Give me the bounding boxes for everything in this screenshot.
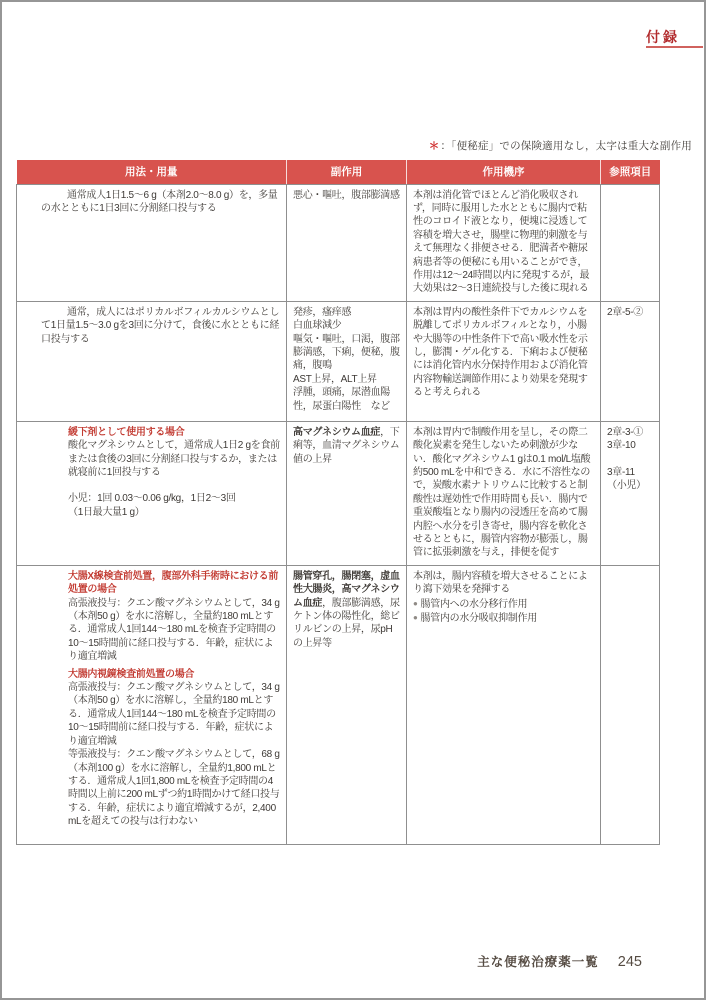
- side-effects-text: [293, 426, 400, 466]
- footnote-text: ：「便秘症」での保険適用なし，太字は重大な副作用: [440, 140, 692, 152]
- mechanism-bullet-line: [413, 597, 594, 611]
- bullet-icon: ●: [413, 598, 418, 608]
- appendix-tab-underline: [646, 46, 703, 48]
- usage-text: 小児：1回 0.03～0.06 g/kg，1日2～3回: [68, 493, 236, 505]
- side-effects-cell: [287, 421, 407, 565]
- page-footer: [477, 952, 642, 970]
- serious-side-effect: 腸管穿孔，腸閉塞，虚血性大腸炎，高マグネシウム血症: [293, 570, 400, 609]
- usage-text: 酸化マグネシウムとして，通常成人1日2 gを食前または食後の3回に分割経口投与するか，または就寝前に1回投与する: [68, 440, 280, 478]
- side-effects-line: AST上昇，ALT上昇: [293, 373, 377, 385]
- mechanism-text: 本剤は胃内で制酸作用を呈し，その際二酸化炭素を発生しないため刺激が少ない．酸化マグネシウム1 gは0.1 mol/L塩酸約500 mLを中和できる．水に不溶性なので，炭酸水素ナトリウムに比較すると制酸性は遅効性で作用時間も長い．腸内で重炭酸塩となり腸内の浸透圧を高めて腸内腔へ水分を引き寄せ，腸内容を軟化させるとともに，腸管内容物が膨張し，腸管に拡張刺激を与え，排便を促す: [413, 426, 591, 559]
- usage-text: 通常成人1日1.5～6 g（本剤2.0～8.0 g）を，多量の水とともに1日3回に分割経口投与する: [41, 189, 278, 214]
- table-row: [17, 565, 660, 844]
- page-number: 245: [617, 954, 642, 970]
- side-effects-cell: [287, 565, 407, 844]
- side-effects-cell: [287, 184, 407, 301]
- mechanism-text: 本剤は消化管でほとんど消化吸収されず，同時に服用した水とともに腸内で粘性のコロイド液となり，便塊に浸透して容積を増大させ，腸壁に物理的刺激を与えて無理なく排便させる．肥満者や糖尿病患者等の便秘にも用いることができ，作用は12～24時間以内に発現するが，最大効果は2～3日連続投与した後に現れる: [413, 189, 590, 295]
- usage-cell: [17, 301, 287, 421]
- appendix-tab-label: 付録: [646, 29, 680, 45]
- table-header-row: [17, 160, 660, 184]
- table-footnote: [429, 138, 692, 153]
- usage-cell: [17, 184, 287, 301]
- bullet-icon: ●: [413, 613, 418, 623]
- side-effects-line: 白血球減少: [293, 320, 342, 332]
- mechanism-cell: [407, 421, 601, 565]
- reference-cell: [601, 421, 660, 565]
- footer-section-title: 主な便秘治療薬一覧: [477, 955, 599, 969]
- side-effects-text: 悪心・嘔吐，腹部膨満感: [293, 189, 400, 201]
- side-effects-cell: [287, 301, 407, 421]
- reference-text: 3章-11: [607, 466, 635, 478]
- usage-text: 通常，成人にはポリカルボフィルカルシウムとして1日量1.5～3.0 gを3回に分けて，食後に水とともに経口投与する: [41, 306, 280, 345]
- mechanism-bullet-text: 腸管内の水分吸収抑制作用: [420, 613, 537, 625]
- usage-cell: [17, 565, 287, 844]
- col-header-reference: 参照項目: [601, 160, 660, 184]
- asterisk-icon: ＊: [428, 140, 440, 152]
- side-effects-text: [293, 570, 400, 650]
- table-row: [17, 301, 660, 421]
- usage-case-heading: 大腸X線検査前処置，腹部外科手術時における前処置の場合: [68, 570, 279, 596]
- mechanism-cell: [407, 565, 601, 844]
- usage-text: （1日最大量1 g）: [68, 506, 145, 518]
- serious-side-effect: 高マグネシウム血症: [293, 426, 381, 438]
- mechanism-cell: [407, 184, 601, 301]
- reference-text: 3章-10: [607, 440, 636, 452]
- mechanism-bullet-text: 腸管内への水分移行作用: [420, 598, 528, 610]
- usage-case-heading: 大腸内視鏡検査前処置の場合: [68, 668, 195, 680]
- reference-cell: [601, 184, 660, 301]
- drug-table: [16, 160, 660, 845]
- table-row: [17, 184, 660, 301]
- mechanism-cell: [407, 301, 601, 421]
- reference-text: （小児）: [607, 479, 646, 491]
- mechanism-text: 本剤は，腸内容積を増大させることにより瀉下効果を発揮する: [413, 570, 588, 596]
- mechanism-text: 本剤は胃内の酸性条件下でカルシウムを脱離してポリカルボフィルとなり，小腸や大腸等の中性条件下で高い吸水性を示し，膨潤・ゲル化する．下痢および便秘には消化管内水分保持作用および消化管内容物輸送調節作用により効果を発現すると考えられる: [413, 306, 588, 399]
- reference-cell: [601, 301, 660, 421]
- usage-case-heading: 緩下剤として使用する場合: [68, 426, 185, 438]
- usage-text: 等張液投与：クエン酸マグネシウムとして，68 g（本剤100 g）を水に溶解し，全量約1,800 mLとする．通常成人1回1,800 mLを検査予定時間の4時間以上前に200 mLずつ約1時間かけて経口投与する．年齢，症状により適宜増減するが，2,400 mLを超えての投与は行わない: [68, 749, 280, 828]
- side-effects-rest: ，下痢等，血清マグネシウム値の上昇: [293, 426, 400, 465]
- mechanism-bullet-line: [413, 611, 594, 625]
- reference-cell: [601, 565, 660, 844]
- reference-text: 2章-5-②: [607, 306, 643, 318]
- usage-cell: [17, 421, 287, 565]
- side-effects-line: 嘔気・嘔吐，口渇，腹部膨満感，下痢，便秘，腹痛，腹鳴: [293, 333, 400, 372]
- table-row: [17, 421, 660, 565]
- side-effects-line: 発疹，瘙痒感: [293, 306, 352, 318]
- reference-text: 2章-3-①: [607, 426, 643, 438]
- side-effects-line: 浮腫，頭痛，尿潜血陽性，尿蛋白陽性 など: [293, 387, 390, 412]
- usage-text: 高張液投与：クエン酸マグネシウムとして，34 g（本剤50 g）を水に溶解し，全量約180 mLとする．通常成人1回144～180 mLを検査予定時間の10～15時間前に経口投与する．年齢，症状により適宜増減: [68, 682, 280, 747]
- col-header-side-effects: 副作用: [287, 160, 407, 184]
- usage-text: 高張液投与：クエン酸マグネシウムとして，34 g（本剤50 g）を水に溶解し，全量約180 mLとする．通常成人1回144～180 mLを検査予定時間の10～15時間前に経口投与する．年齢，症状により適宜増減: [68, 597, 280, 663]
- side-effects-rest: ，腹部膨満感，尿ケトン体の陽性化，総ビリルビンの上昇，尿pHの上昇等: [293, 597, 400, 649]
- col-header-mechanism: 作用機序: [407, 160, 601, 184]
- col-header-dosage: 用法・用量: [17, 160, 287, 184]
